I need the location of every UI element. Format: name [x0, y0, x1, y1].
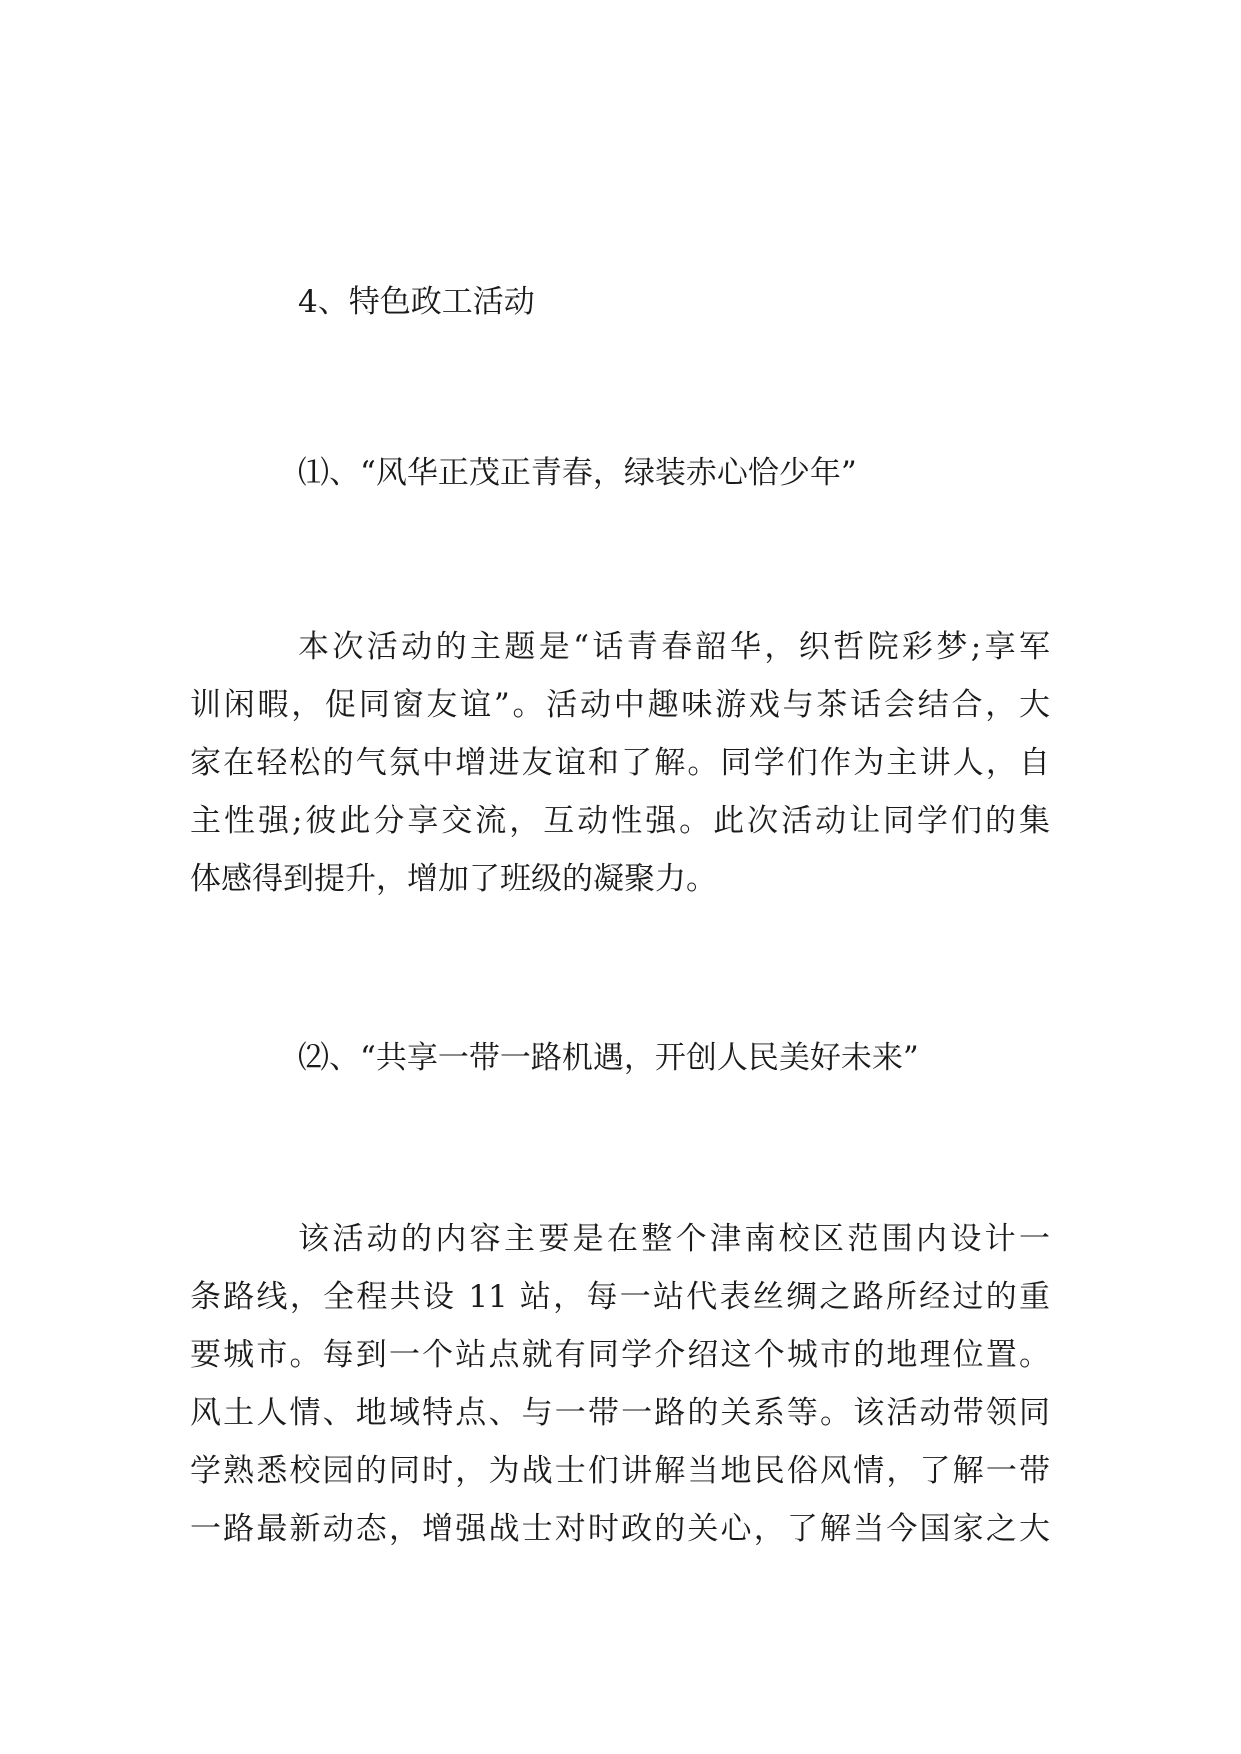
paragraph-line: 体感得到提升，增加了班级的凝聚力。: [190, 861, 717, 897]
paragraph-line: 家在轻松的气氛中增进友谊和了解。同学们作为主讲人，自: [190, 745, 1050, 781]
activity-2-paragraph: [190, 1210, 1050, 1558]
paragraph-line: 训闲暇，促同窗友谊”。活动中趣味游戏与茶话会结合，大: [190, 687, 1050, 723]
paragraph-line: 风土人情、地域特点、与一带一路的关系等。该活动带领同: [190, 1395, 1050, 1431]
activity-2-title: ⑵、“共享一带一路机遇，开创人民美好未来”: [298, 1040, 919, 1076]
activity-1-title: ⑴、“风华正茂正青春，绿装赤心恰少年”: [298, 455, 857, 491]
activity-1-paragraph: [190, 618, 1050, 908]
paragraph-line: 本次活动的主题是“话青春韶华，织哲院彩梦;享军: [298, 629, 1050, 665]
paragraph-line: 要城市。每到一个站点就有同学介绍这个城市的地理位置。: [190, 1337, 1050, 1373]
paragraph-line: 条路线，全程共设 11 站，每一站代表丝绸之路所经过的重: [190, 1279, 1050, 1315]
paragraph-line: 一路最新动态，增强战士对时政的关心，了解当今国家之大: [190, 1511, 1050, 1547]
paragraph-line: 该活动的内容主要是在整个津南校区范围内设计一: [298, 1221, 1050, 1257]
paragraph-line: 学熟悉校园的同时，为战士们讲解当地民俗风情，了解一带: [190, 1453, 1050, 1489]
section-heading: 4、特色政工活动: [298, 284, 535, 320]
paragraph-line: 主性强;彼此分享交流，互动性强。此次活动让同学们的集: [190, 803, 1050, 839]
